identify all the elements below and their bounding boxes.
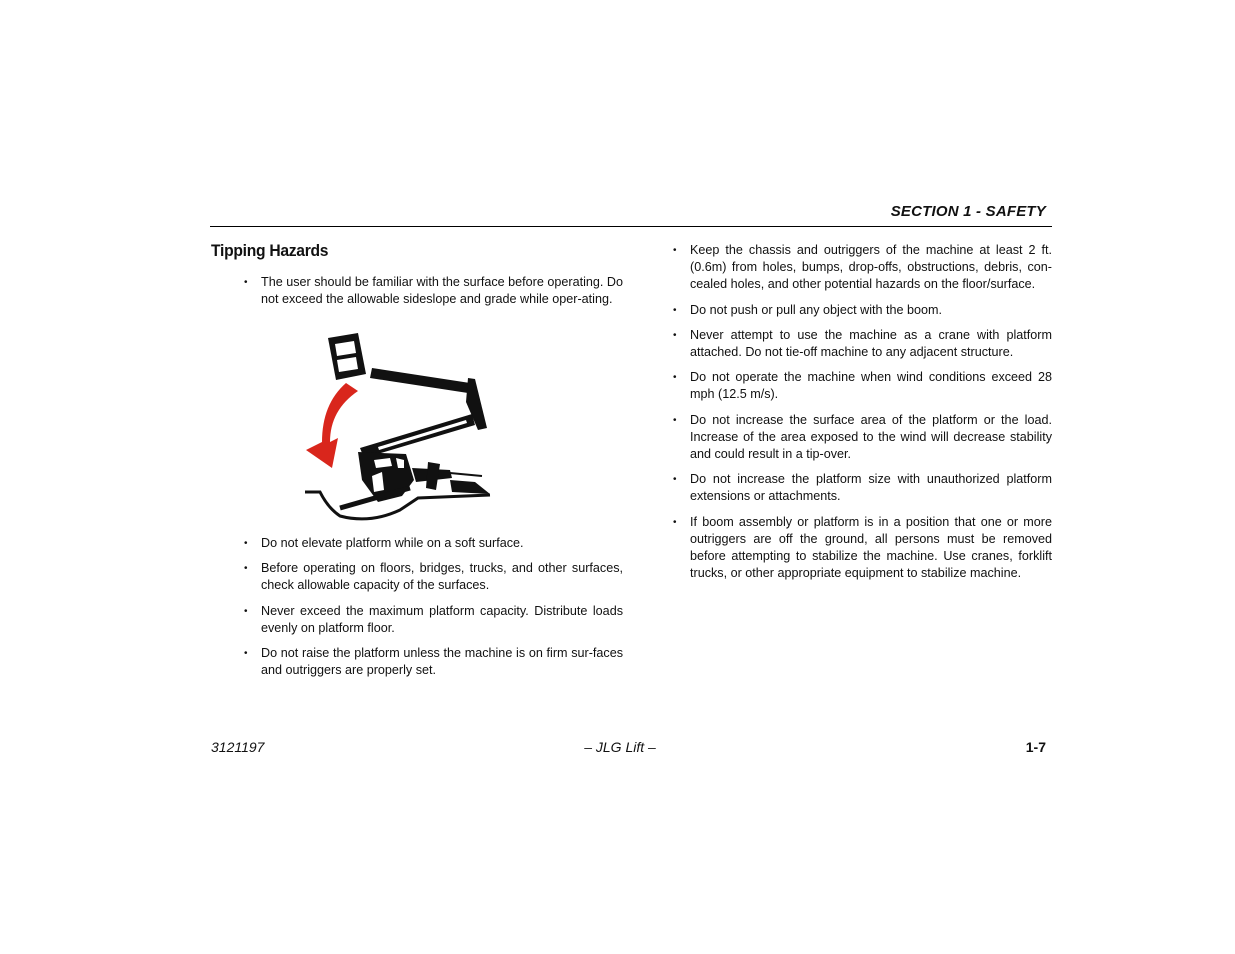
bullet-item: • Do not operate the machine when wind conditions exceed 28 mph (12.5 m/s). — [690, 369, 1052, 403]
tipping-hazard-illustration — [300, 330, 495, 525]
bullet-item: • Do not increase the platform size with unauthorized platform extensions or attachments. — [690, 471, 1052, 505]
bullet-item: • Never exceed the maximum platform capacity. Distribute loads evenly on platform floor. — [261, 603, 623, 637]
upper-boom-shape — [370, 368, 470, 393]
left-top-bullet-list — [261, 274, 623, 316]
header-rule — [210, 226, 1052, 227]
platform-basket-icon — [328, 333, 366, 380]
page-title: Tipping Hazards — [211, 241, 329, 260]
bullet-item: • Do not push or pull any object with the boom. — [690, 302, 1052, 319]
bullet-item: • Do not increase the surface area of the platform or the load. Increase of the area exposed to the wind will decrease stability and could result in a tip-over. — [690, 412, 1052, 464]
bullet-item: • Keep the chassis and outriggers of the machine at least 2 ft. (0.6m) from holes, bumps, drop-offs, obstructions, debris, con-cealed holes, and other potential hazards on the floor/surface. — [690, 242, 1052, 294]
section-header: SECTION 1 - SAFETY — [890, 203, 1046, 220]
bullet-item: • Do not raise the platform unless the machine is on firm sur-faces and outriggers are properly set. — [261, 645, 623, 679]
left-bottom-bullet-list — [261, 535, 623, 687]
bullet-item: • Never attempt to use the machine as a crane with platform attached. Do not tie-off machine to any adjacent structure. — [690, 327, 1052, 361]
lower-boom-inner — [378, 420, 467, 450]
tip-direction-arrow-icon — [306, 383, 358, 468]
bullet-item: • Before operating on floors, bridges, trucks, and other surfaces, check allowable capacity of the surfaces. — [261, 560, 623, 594]
document-number: 3121197 — [211, 739, 265, 755]
bullet-item: • Do not elevate platform while on a soft surface. — [261, 535, 623, 552]
bullet-item: • The user should be familiar with the surface before operating. Do not exceed the allowable sideslope and grade while oper-ating. — [261, 274, 623, 308]
footer-brand: – JLG Lift – — [584, 739, 656, 755]
right-bullet-list — [690, 242, 1052, 590]
page-number: 1-7 — [1025, 739, 1046, 755]
bullet-item: • If boom assembly or platform is in a position that one or more outriggers are off the ground, all persons must be removed before attempting to stabilize the machine. Use cranes, forklift trucks, or other appropriate equipment to stabilize machine. — [690, 514, 1052, 583]
